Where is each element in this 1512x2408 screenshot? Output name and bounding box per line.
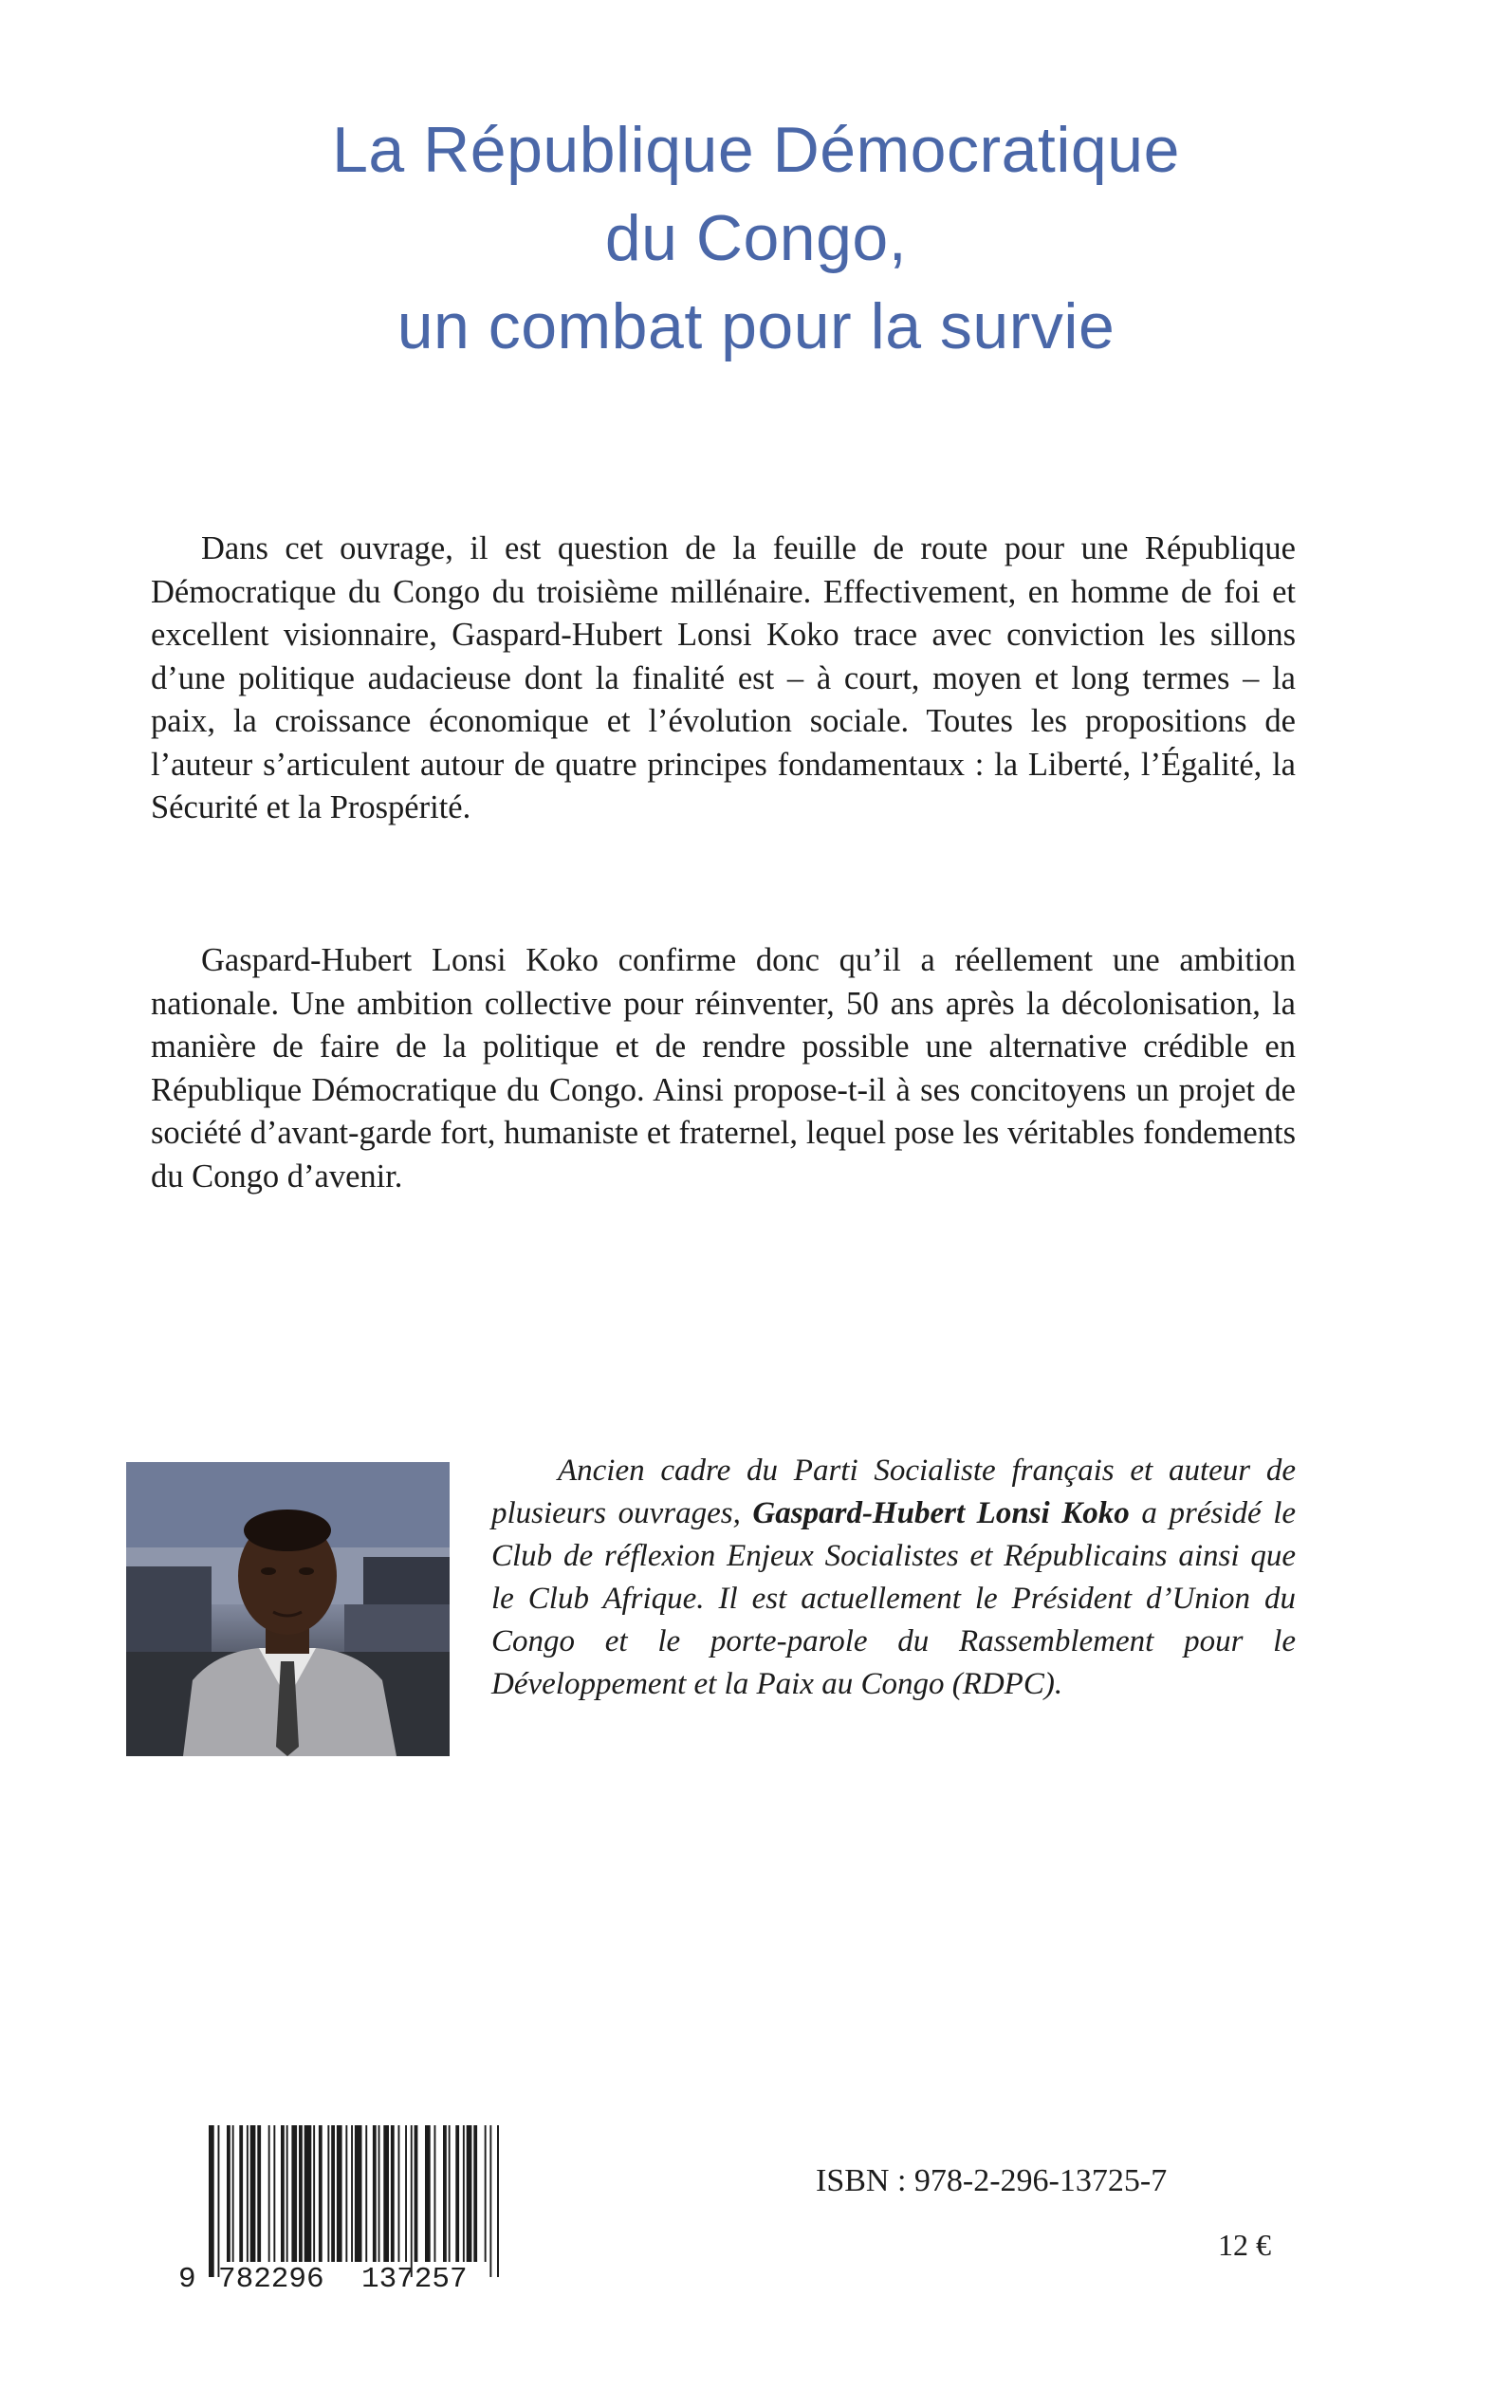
description-paragraph-2: Gaspard-Hubert Lonsi Koko confirme donc qu’il a réellement une ambition nationale. Une ambition collective pour réinventer, 50 ans après la décolonisation, la manière de faire de la politique et de rendre possible une alternative crédible en République Démocratique du Congo. Ainsi propose-t-il à ses concitoyens un projet de société d’avant-garde fort, humaniste et fraternel, lequel pose les véritables fondements du Congo d’avenir. <box>151 942 1296 1195</box>
author-photo <box>126 1462 450 1756</box>
isbn: ISBN : 978-2-296-13725-7 <box>816 2163 1168 2198</box>
title-line-2: du Congo, <box>604 202 908 274</box>
price: 12 € <box>1218 2228 1271 2262</box>
title-line-1: La République Démocratique <box>332 114 1180 186</box>
barcode-digit-group-2: 137257 <box>361 2263 468 2294</box>
book-title <box>0 106 1512 371</box>
title-line-3: un combat pour la survie <box>396 290 1116 362</box>
author-bio-intro: Ancien cadre du Parti Socialiste français et auteur de plusieurs ouvrages, <box>491 1454 1296 1530</box>
barcode <box>171 2123 512 2294</box>
barcode-digit-group-1: 782296 <box>218 2263 324 2294</box>
barcode-digit-prefix: 9 <box>178 2263 196 2294</box>
author-bio-rest: a présidé le Club de réflexion Enjeux Socialistes et Républicains ainsi que le Club Afrique. Il est actuellement le Président d’Union du Congo et le porte-parole du Rassemblement pour le Développement et la Paix au Congo (RDPC). <box>491 1496 1297 1701</box>
author-name: Gaspard-Hubert Lonsi Koko <box>752 1496 1130 1530</box>
description-paragraph-1: Dans cet ouvrage, il est question de la feuille de route pour une République Démocratique du Congo du troisième millénaire. Effectivement, en homme de foi et excellent visionnaire, Gaspard-Hubert Lonsi Koko trace avec conviction les sillons d’une politique audacieuse dont la finalité est – à court, moyen et long termes – la paix, la croissance économique et l’évolution sociale. Toutes les propositions de l’auteur s’articulent autour de quatre principes fondamentaux : la Liberté, l’Égalité, la Sécurité et la Prospérité. <box>151 530 1296 825</box>
author-bio <box>491 1450 1296 1706</box>
